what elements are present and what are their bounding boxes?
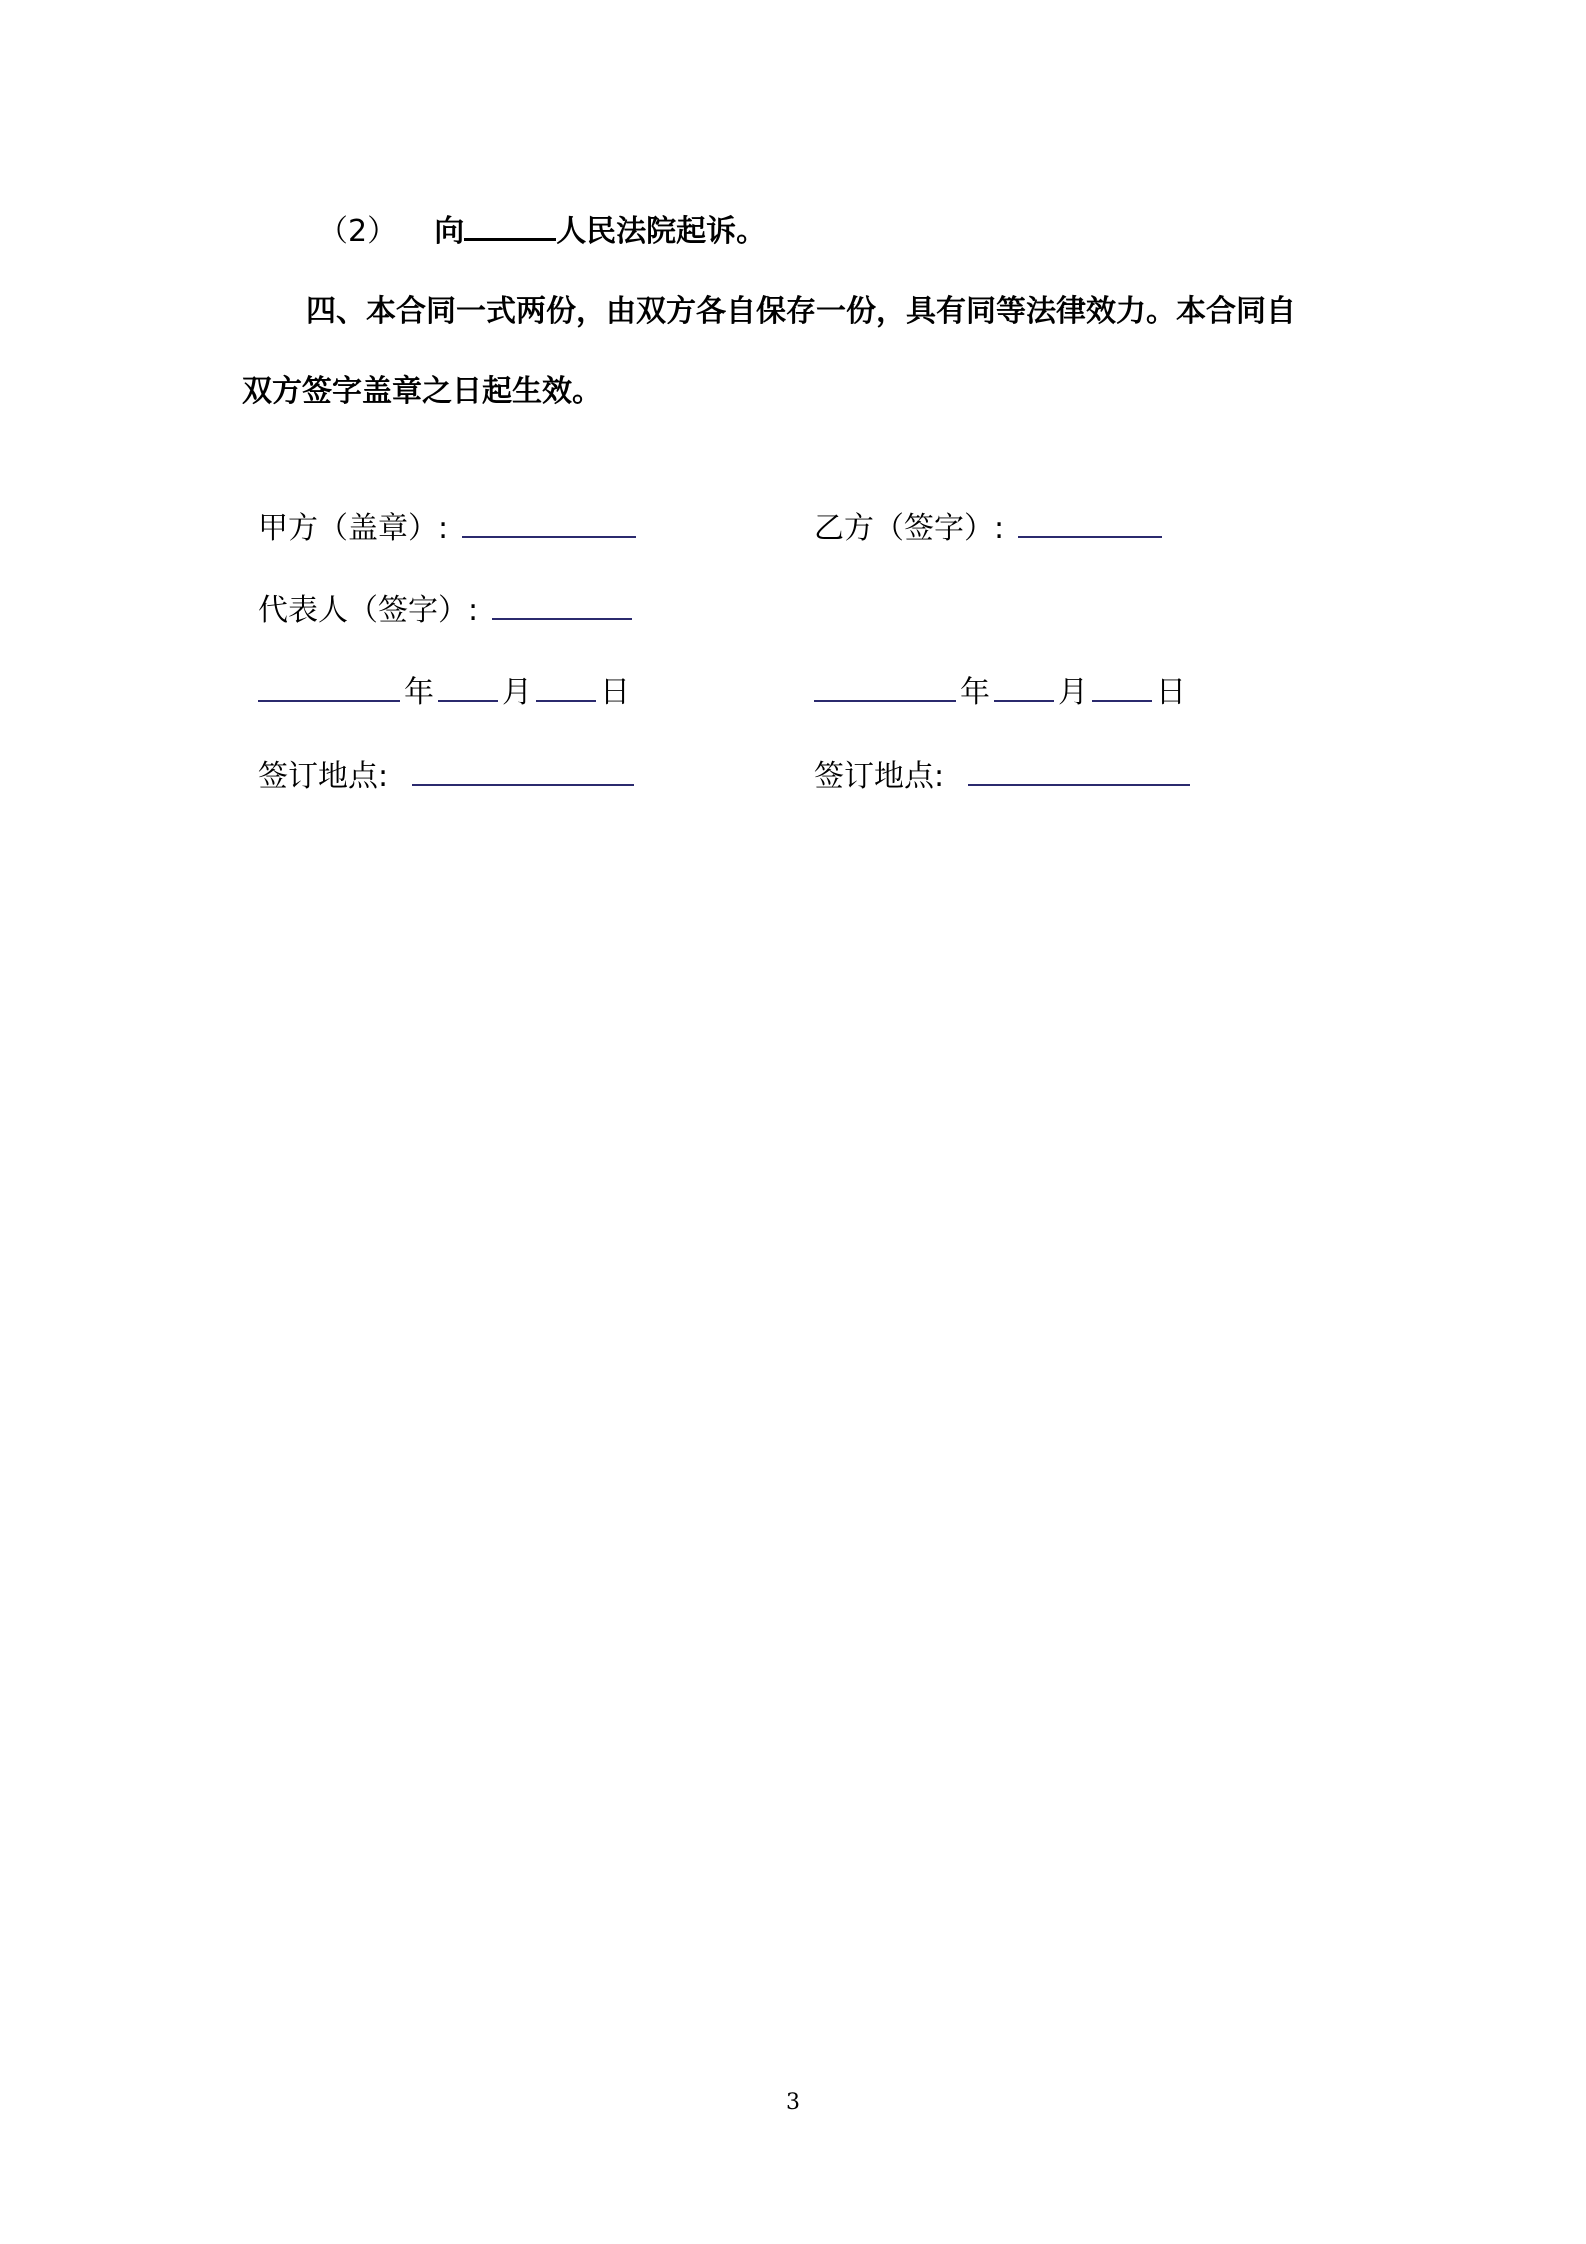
party-b-day-blank[interactable] [1092,672,1152,702]
party-a-date-row [258,672,630,713]
clause-2-text-after: 人民法院起诉。 [556,214,767,249]
page-number: 3 [786,2090,800,2115]
clause-4-line-1: 四、本合同一式两份，由双方各自保存一份，具有同等法律效力。本合同自 [306,294,1296,329]
party-a-rep-blank[interactable] [492,590,632,620]
party-b-place-row [814,756,1194,797]
clause-2-line [318,212,766,252]
party-a-day-label: 日 [600,675,630,710]
party-b-year-label: 年 [960,675,990,710]
party-a-year-label: 年 [404,675,434,710]
party-a-seal-row [258,508,640,549]
clause-2-prefix: （2） [318,214,398,249]
party-b-month-label: 月 [1058,675,1088,710]
party-a-place-blank[interactable] [412,756,634,786]
party-a-rep-row [258,590,636,631]
party-a-seal-blank[interactable] [462,508,636,538]
party-b-place-label: 签订地点: [814,759,945,794]
party-a-day-blank[interactable] [536,672,596,702]
party-b-date-row [814,672,1186,713]
party-b-place-blank[interactable] [968,756,1190,786]
party-a-place-label: 签订地点: [258,759,389,794]
party-a-place-row [258,756,638,797]
party-b-sign-label: 乙方（签字）: [814,511,1005,546]
party-b-year-blank[interactable] [814,672,956,702]
party-b-month-blank[interactable] [994,672,1054,702]
clause-4-line-2: 双方签字盖章之日起生效。 [242,374,602,409]
party-b-sign-row [814,508,1166,549]
party-b-sign-blank[interactable] [1018,508,1162,538]
party-a-year-blank[interactable] [258,672,400,702]
party-a-seal-label: 甲方（盖章）: [258,511,449,546]
party-a-rep-label: 代表人（签字）: [258,593,479,628]
party-a-month-label: 月 [502,675,532,710]
court-name-blank[interactable] [464,212,556,241]
party-b-day-label: 日 [1156,675,1186,710]
party-a-month-blank[interactable] [438,672,498,702]
clause-2-text-before: 向 [434,214,465,249]
